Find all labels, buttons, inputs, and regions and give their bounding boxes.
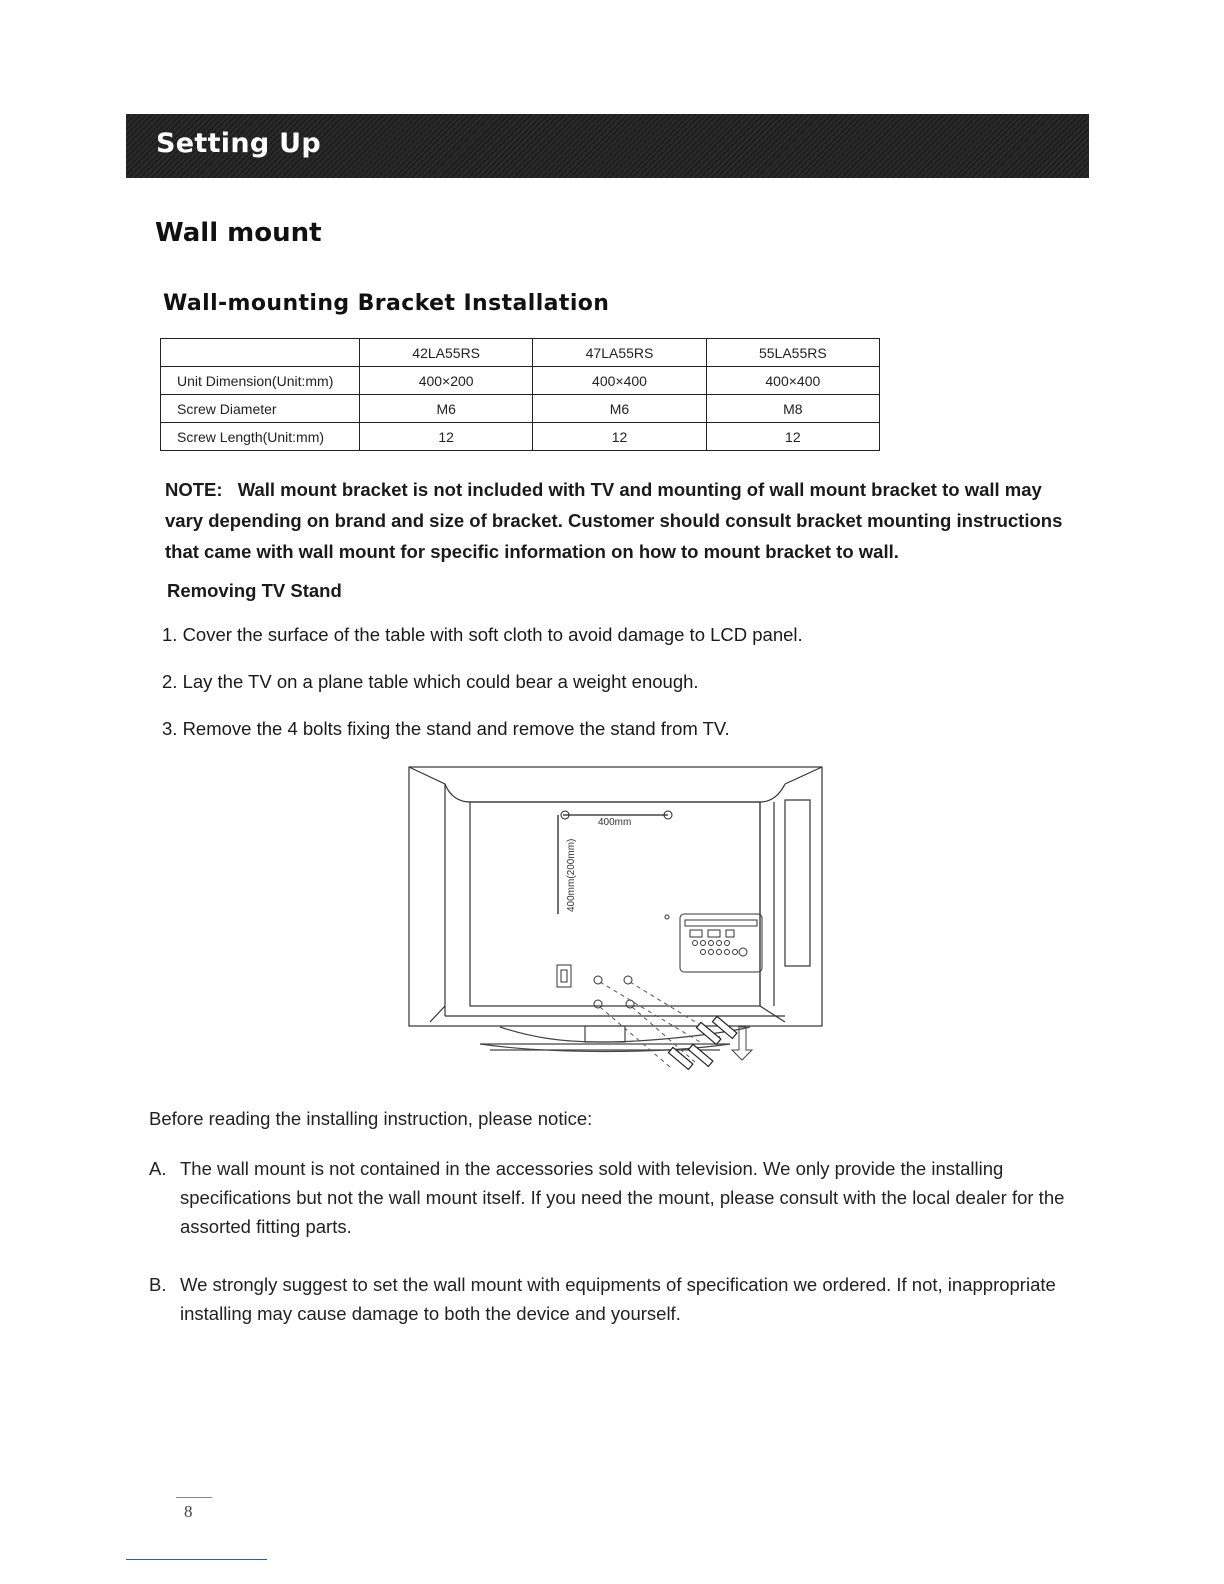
subsection-title: Wall-mounting Bracket Installation xyxy=(163,291,610,316)
table-header-cell xyxy=(161,339,360,367)
table-header-cell: 42LA55RS xyxy=(360,339,533,367)
item-text: We strongly suggest to set the wall mount with equipments of specification we ordered. If not, inappropriate installing may cause damage to both the device and yourself. xyxy=(180,1274,1056,1324)
vertical-dimension-label: 400mm(200mm) xyxy=(566,838,577,912)
table-row xyxy=(161,367,880,395)
notice-item-a xyxy=(149,1154,1089,1241)
table-cell: M6 xyxy=(360,395,533,423)
table-cell: M6 xyxy=(533,395,706,423)
note-label: NOTE: xyxy=(165,479,223,500)
row-label: Screw Length(Unit:mm) xyxy=(161,423,360,451)
list-item: 1. Cover the surface of the table with soft cloth to avoid damage to LCD panel. xyxy=(162,624,803,645)
table-cell: 400×400 xyxy=(533,367,706,395)
item-letter: A. xyxy=(149,1158,167,1179)
banner-title: Setting Up xyxy=(156,128,322,159)
note-paragraph xyxy=(165,474,1085,567)
table-cell: M8 xyxy=(706,395,879,423)
table-header-row xyxy=(161,339,880,367)
table-cell: 400×200 xyxy=(360,367,533,395)
notice-intro: Before reading the installing instruction, please notice: xyxy=(149,1108,593,1129)
table-header-cell: 47LA55RS xyxy=(533,339,706,367)
item-text: The wall mount is not contained in the accessories sold with television. We only provide the installing specifications but not the wall mount itself. If you need the mount, please consult with the local dealer for the assorted fitting parts. xyxy=(180,1158,1065,1237)
page-number: 8 xyxy=(184,1502,193,1521)
table-row xyxy=(161,423,880,451)
horizontal-dimension-label: 400mm xyxy=(598,817,632,828)
note-text: Wall mount bracket is not included with TV and mounting of wall mount bracket to wall may vary depending on brand and size of bracket. Customer should consult bracket mounting instructions that came with wall mount for specific information on how to mount bracket to wall. xyxy=(165,479,1063,562)
table-cell: 12 xyxy=(360,423,533,451)
table-header-cell: 55LA55RS xyxy=(706,339,879,367)
removing-stand-heading: Removing TV Stand xyxy=(167,580,342,601)
spec-table xyxy=(160,338,880,451)
notice-item-b xyxy=(149,1270,1089,1328)
list-item: 3. Remove the 4 bolts fixing the stand and remove the stand from TV. xyxy=(162,718,730,739)
section-title: Wall mount xyxy=(155,218,322,248)
list-item: 2. Lay the TV on a plane table which could bear a weight enough. xyxy=(162,671,699,692)
item-letter: B. xyxy=(149,1274,167,1295)
table-row xyxy=(161,395,880,423)
tv-back-diagram xyxy=(400,762,840,1092)
table-cell: 400×400 xyxy=(706,367,879,395)
section-banner xyxy=(126,114,1089,178)
page-number-rule xyxy=(176,1497,212,1498)
removal-steps xyxy=(162,622,803,763)
row-label: Unit Dimension(Unit:mm) xyxy=(161,367,360,395)
table-cell: 12 xyxy=(533,423,706,451)
bottom-link-line xyxy=(126,1559,267,1560)
row-label: Screw Diameter xyxy=(161,395,360,423)
table-cell: 12 xyxy=(706,423,879,451)
